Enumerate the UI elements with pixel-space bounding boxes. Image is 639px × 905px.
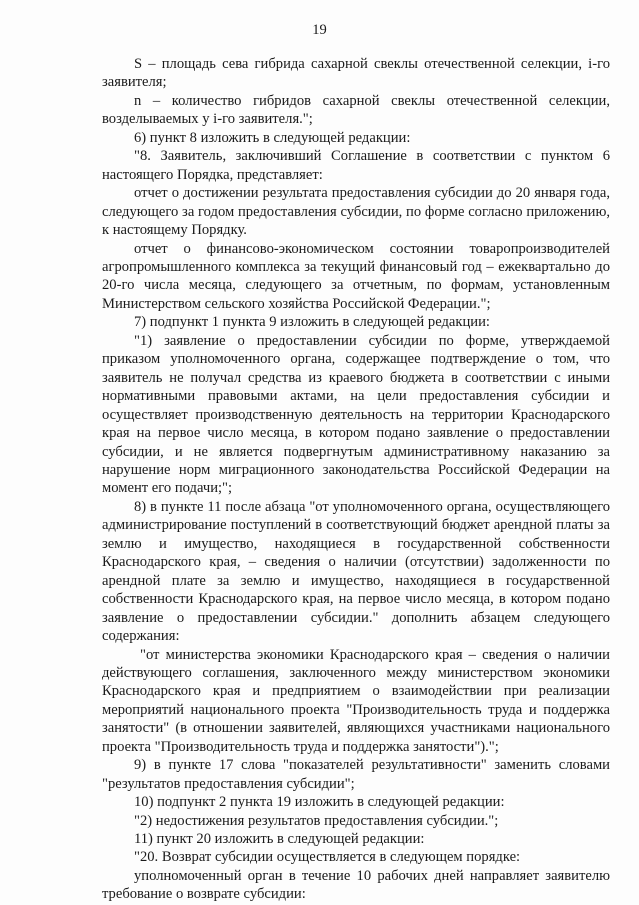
paragraph: "20. Возврат субсидии осуществляется в следующем порядке: [134, 849, 521, 866]
paragraph: 7) подпункт 1 пункта 9 изложить в следующей редакции: [134, 314, 490, 331]
paragraph: 11) пункт 20 изложить в следующей редакции: [134, 831, 425, 848]
paragraph: n – количество гибридов сахарной свеклы отечественной селекции, возделываемых у i-го заявителя."; [102, 92, 610, 128]
paragraph: "2) недостижения результатов предоставления субсидии."; [134, 812, 499, 829]
paragraph: "1) заявление о предоставлении субсидии по форме, утверждаемой приказом уполномоченного органа, содержащее подтверждение о том, что заявитель не получал средства из краевого бюджета в соответствии с иными нормативными правовыми актами, на цели предоставления субсидии и осуществляет производственную деятельность на территории Краснодарского края на первое число месяца, в котором подано заявление о предоставлении субсидии, и не является подвергнутым административному наказанию за нарушение норм миграционного законодательства Российской Федерации на момент его подачи;"; [102, 332, 610, 497]
paragraph: 10) подпункт 2 пункта 19 изложить в следующей редакции: [134, 794, 505, 811]
paragraph: "от министерства экономики Краснодарского края – сведения о наличии действующего соглашения, заключенного между министерством экономики Краснодарского края и предприятием о взаимодействии при реализации мероприятий национального проекта "Производительность труда и поддержка занятости" (в отношении заявителей, являющихся участниками национального проекта "Производительность труда и поддержка занятости")."; [102, 646, 610, 755]
paragraph: отчет о достижении результата предоставления субсидии до 20 января года, следующего за годом предоставления субсидии, по форме согласно приложению, к настоящему Порядку. [102, 185, 610, 239]
page-number: 19 [312, 22, 327, 38]
paragraph: S – площадь сева гибрида сахарной свеклы отечественной селекции, i-го заявителя; [102, 56, 610, 91]
paragraph: 6) пункт 8 изложить в следующей редакции: [134, 129, 411, 146]
paragraph: 9) в пункте 17 слова "показателей результативности" заменить словами "результатов предоставления субсидии"; [102, 757, 610, 792]
document-body [102, 55, 610, 904]
paragraph: отчет о финансово-экономическом состоянии товаропроизводителей агропромышленного комплекса за текущий финансовый год – ежеквартально до 20-го числа месяца, следующего за отчетным, по формам, установленным Министерством сельского хозяйства Российской Федерации."; [102, 240, 610, 312]
paragraph: "8. Заявитель, заключивший Соглашение в соответствии с пунктом 6 настоящего Порядка, представляет: [102, 148, 610, 183]
paragraph: 8) в пункте 11 после абзаца "от уполномоченного органа, осуществляющего администрирование поступлений в соответствующий бюджет арендной платы за землю и имущество, находящиеся в государственной собственности Краснодарского края, – сведения о наличии (отсутствии) задолженности по арендной плате за землю и имущество, находящиеся в государственной собственности Краснодарского края, на первое число месяца, в котором подано заявление о предоставлении субсидии." дополнить абзацем следующего содержания: [102, 498, 610, 645]
paragraph: уполномоченный орган в течение 10 рабочих дней направляет заявителю требование о возврате субсидии: [102, 867, 610, 903]
